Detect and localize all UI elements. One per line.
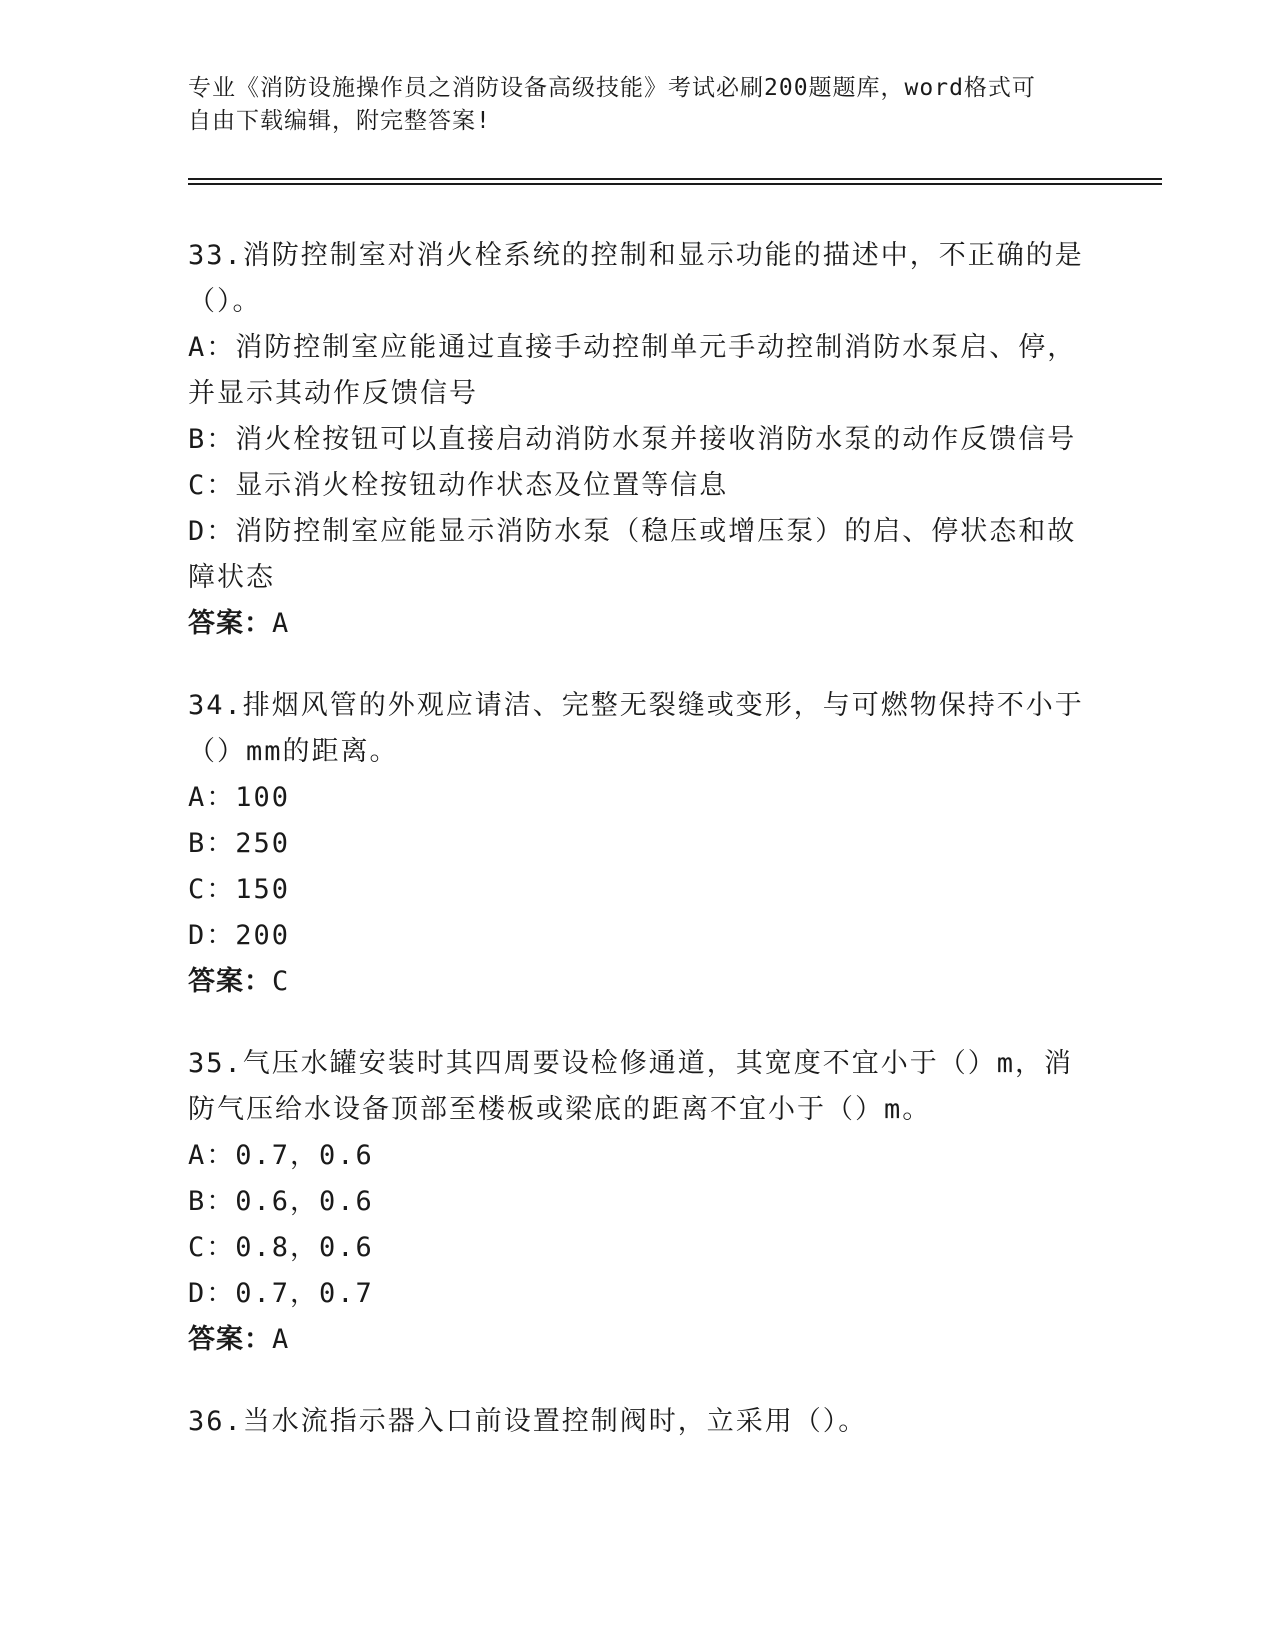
question-33 (188, 233, 1088, 647)
answer (188, 959, 1088, 1005)
answer-value: C (272, 966, 290, 997)
answer-value: A (272, 1324, 290, 1355)
question-stem-line-1: 33.消防控制室对消火栓系统的控制和显示功能的描述中，不正确的是 (188, 240, 1084, 271)
option-c: C：150 (188, 874, 291, 905)
question-list (188, 233, 1088, 1481)
document-header (188, 72, 1088, 138)
answer-value: A (272, 608, 290, 639)
question-stem-line-1: 34.排烟风管的外观应请洁、完整无裂缝或变形，与可燃物保持不小于 (188, 690, 1084, 721)
header-line-1: 专业《消防设施操作员之消防设备高级技能》考试必刷200题题库，word格式可 (188, 75, 1036, 101)
answer-label: 答案： (188, 966, 272, 997)
header-divider-bottom (188, 183, 1162, 185)
question-34 (188, 683, 1088, 1005)
answer-label: 答案： (188, 1324, 272, 1355)
option-c: C：0.8，0.6 (188, 1232, 374, 1263)
option-d: D：200 (188, 920, 291, 951)
option-c: C：显示消火栓按钮动作状态及位置等信息 (188, 470, 729, 501)
option-a: A：消防控制室应能通过直接手动控制单元手动控制消防水泵启、停， (188, 332, 1077, 363)
option-a: A：0.7，0.6 (188, 1140, 374, 1171)
option-d: D：0.7，0.7 (188, 1278, 374, 1309)
answer-label: 答案： (188, 608, 272, 639)
option-b: B：0.6，0.6 (188, 1186, 374, 1217)
question-stem-line-2: 防气压给水设备顶部至楼板或梁底的距离不宜小于（）m。 (188, 1094, 932, 1125)
option-b: B：250 (188, 828, 291, 859)
answer (188, 601, 1088, 647)
question-stem-line-1: 36.当水流指示器入口前设置控制阀时，立采用（）。 (188, 1406, 868, 1437)
question-stem-line-1: 35.气压水罐安装时其四周要设检修通道，其宽度不宜小于（）m，消 (188, 1048, 1074, 1079)
question-36 (188, 1399, 1088, 1445)
header-line-2: 自由下载编辑，附完整答案! (188, 108, 491, 134)
answer (188, 1317, 1088, 1363)
option-a-continued: 并显示其动作反馈信号 (188, 378, 478, 409)
question-35 (188, 1041, 1088, 1363)
option-a: A：100 (188, 782, 291, 813)
header-divider-top (188, 178, 1162, 180)
question-stem-line-2: （）。 (188, 286, 262, 317)
option-b: B：消火栓按钮可以直接启动消防水泵并接收消防水泵的动作反馈信号 (188, 424, 1077, 455)
question-stem-line-2: （）mm的距离。 (188, 736, 399, 767)
option-d: D：消防控制室应能显示消防水泵（稳压或增压泵）的启、停状态和故 (188, 516, 1077, 547)
option-d-continued: 障状态 (188, 562, 275, 593)
